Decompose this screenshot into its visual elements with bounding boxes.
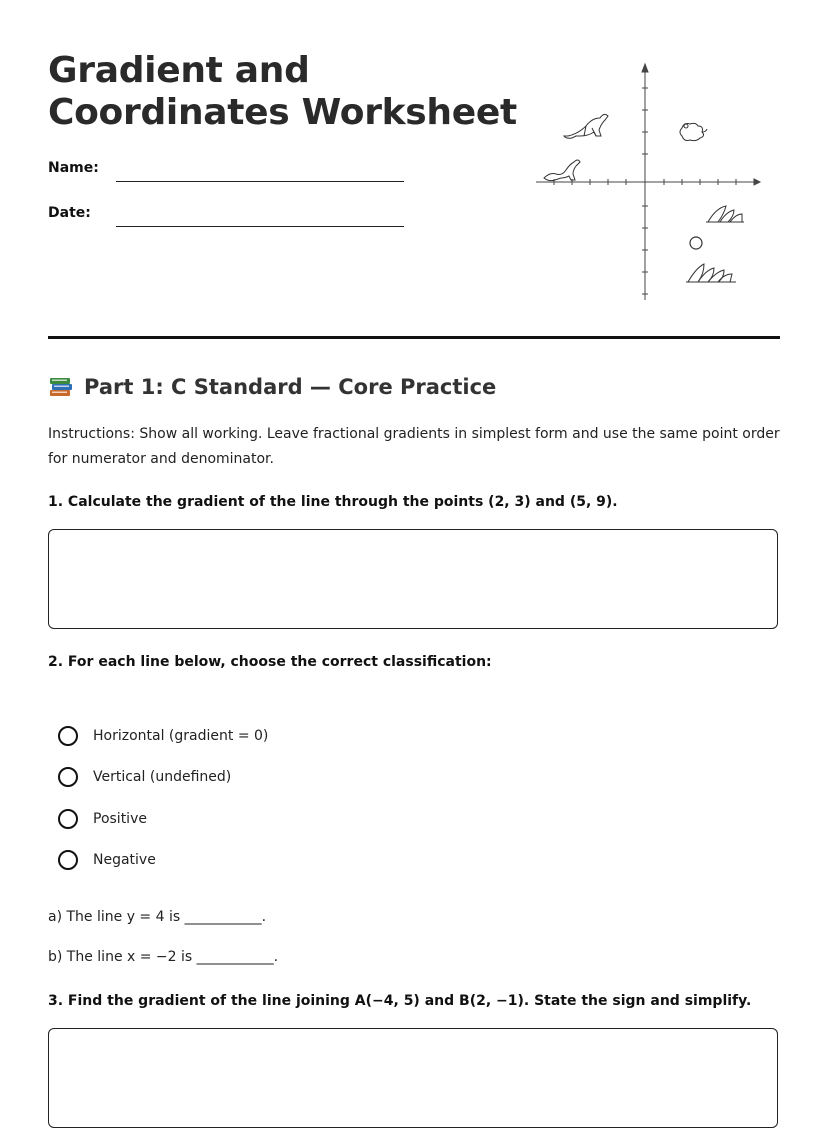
x-axis-arrow — [754, 179, 760, 185]
worksheet-title — [48, 50, 517, 134]
date-label: Date: — [48, 205, 91, 221]
question-2a: a) The line y = 4 is ___________. — [48, 909, 267, 925]
section-divider — [48, 336, 780, 339]
instructions-text: Instructions: Show all working. Leave fractional gradients in simplest form and use the same point order for numerator and denominator. — [48, 426, 780, 467]
name-label: Name: — [48, 160, 99, 176]
part1-heading-text: Part 1: C Standard — Core Practice — [84, 375, 497, 399]
option-label: Vertical (undefined) — [93, 769, 232, 786]
question-3: 3. Find the gradient of the line joining A(−4, 5) and B(2, −1). State the sign and simplify. — [48, 993, 752, 1009]
option-horizontal[interactable] — [58, 715, 268, 757]
sydney-opera-house-icon — [686, 264, 736, 282]
radio-button[interactable] — [58, 726, 78, 746]
y-axis-arrow — [642, 64, 648, 72]
radio-button[interactable] — [58, 809, 78, 829]
marker-circle-icon — [690, 237, 702, 249]
radio-button[interactable] — [58, 767, 78, 787]
answer-box-q1[interactable] — [48, 529, 778, 629]
kangaroo-small-icon — [544, 160, 580, 181]
koala-icon — [680, 123, 707, 140]
option-label: Positive — [93, 810, 147, 827]
classification-options — [58, 715, 268, 881]
option-positive[interactable] — [58, 798, 268, 840]
books-icon — [48, 374, 74, 400]
sydney-opera-house-small-icon — [706, 206, 744, 222]
option-negative[interactable] — [58, 840, 268, 882]
radio-button[interactable] — [58, 850, 78, 870]
answer-box-q3[interactable] — [48, 1028, 778, 1128]
part1-heading — [48, 374, 496, 400]
question-1: 1. Calculate the gradient of the line through the points (2, 3) and (5, 9). — [48, 494, 618, 510]
date-field[interactable] — [116, 226, 404, 227]
coordinate-plane-figure — [536, 58, 768, 308]
option-label: Horizontal (gradient = 0) — [93, 727, 269, 744]
kangaroo-icon — [564, 114, 608, 138]
option-vertical[interactable] — [58, 757, 268, 799]
question-2: 2. For each line below, choose the correct classification: — [48, 654, 492, 670]
question-2b: b) The line x = −2 is ___________. — [48, 949, 279, 965]
name-field[interactable] — [116, 181, 404, 182]
title-line-2: Coordinates Worksheet — [48, 92, 517, 133]
axes — [536, 64, 760, 300]
option-label: Negative — [93, 852, 156, 869]
title-line-1: Gradient and — [48, 50, 310, 91]
